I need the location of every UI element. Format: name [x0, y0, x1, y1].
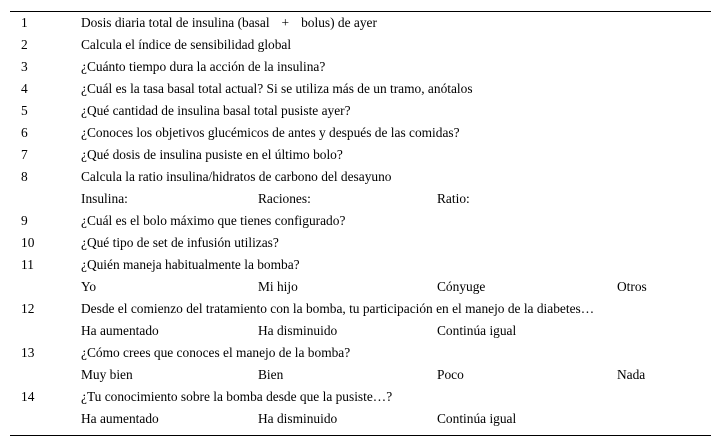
table-row: [0, 342, 722, 364]
table-row: [0, 100, 722, 122]
answer-option: Continúa igual: [437, 411, 517, 426]
table-bottom-rule: [10, 435, 711, 436]
table-row: [0, 56, 722, 78]
question-text: ¿Cuál es el bolo máximo que tienes configurado?: [81, 213, 346, 228]
answer-options-row: [0, 364, 722, 386]
row-number: 4: [21, 81, 28, 96]
answer-option: Mi hijo: [258, 279, 298, 294]
answer-option: Insulina:: [81, 191, 128, 206]
row-number: 1: [21, 15, 28, 30]
row-number: 2: [21, 37, 28, 52]
answer-option: Ha aumentado: [81, 411, 159, 426]
row-number: 3: [21, 59, 28, 74]
row-number: 12: [21, 301, 35, 316]
row-number: 14: [21, 389, 35, 404]
row-number: 5: [21, 103, 28, 118]
table-row: [0, 166, 722, 188]
row-number: 7: [21, 147, 28, 162]
table-row: [0, 12, 722, 34]
table-row: [0, 210, 722, 232]
answer-option: Nada: [617, 367, 646, 382]
question-text: ¿Cuál es la tasa basal total actual? Si se utiliza más de un tramo, anótalos: [81, 81, 473, 96]
question-text: Calcula la ratio insulina/hidratos de carbono del desayuno: [81, 169, 392, 184]
question-text: ¿Qué cantidad de insulina basal total pusiste ayer?: [81, 103, 351, 118]
question-text: ¿Cuánto tiempo dura la acción de la insulina?: [81, 59, 326, 74]
question-text: ¿Tu conocimiento sobre la bomba desde que la pusiste…?: [81, 389, 393, 404]
question-text: ¿Conoces los objetivos glucémicos de antes y después de las comidas?: [81, 125, 460, 140]
answer-options-row: [0, 276, 722, 298]
answer-option: Yo: [81, 279, 97, 294]
answer-options-row: [0, 408, 722, 430]
row-number: 13: [21, 345, 35, 360]
table-row: [0, 122, 722, 144]
answer-option: Raciones:: [258, 191, 311, 206]
answer-option: Ratio:: [437, 191, 470, 206]
answer-option: Bien: [258, 367, 284, 382]
answer-option: Continúa igual: [437, 323, 517, 338]
row-number: 10: [21, 235, 35, 250]
question-text: ¿Qué dosis de insulina pusiste en el último bolo?: [81, 147, 343, 162]
answer-options-row: [0, 320, 722, 342]
answer-option: Ha disminuido: [258, 411, 338, 426]
row-number: 8: [21, 169, 28, 184]
row-number: 11: [21, 257, 34, 272]
question-text: ¿Quién maneja habitualmente la bomba?: [81, 257, 300, 272]
table-row: [0, 78, 722, 100]
table-row: [0, 232, 722, 254]
question-text: ¿Cómo crees que conoces el manejo de la bomba?: [81, 345, 351, 360]
row-number: 6: [21, 125, 28, 140]
answer-option: Otros: [617, 279, 647, 294]
answer-option: Cónyuge: [437, 279, 486, 294]
question-text: Calcula el índice de sensibilidad global: [81, 37, 292, 52]
answer-option: Poco: [437, 367, 464, 382]
answer-option: Ha disminuido: [258, 323, 338, 338]
table-row: [0, 254, 722, 276]
table-row: [0, 386, 722, 408]
answer-option: Muy bien: [81, 367, 133, 382]
table-row: [0, 144, 722, 166]
table-row: [0, 298, 722, 320]
question-text: Desde el comienzo del tratamiento con la bomba, tu participación en el manejo de la diabetes…: [81, 301, 595, 316]
question-text: Dosis diaria total de insulina (basal + bolus) de ayer: [81, 15, 377, 30]
question-text: ¿Qué tipo de set de infusión utilizas?: [81, 235, 279, 250]
answer-option: Ha aumentado: [81, 323, 159, 338]
answer-options-row: [0, 188, 722, 210]
row-number: 9: [21, 213, 28, 228]
table-row: [0, 34, 722, 56]
